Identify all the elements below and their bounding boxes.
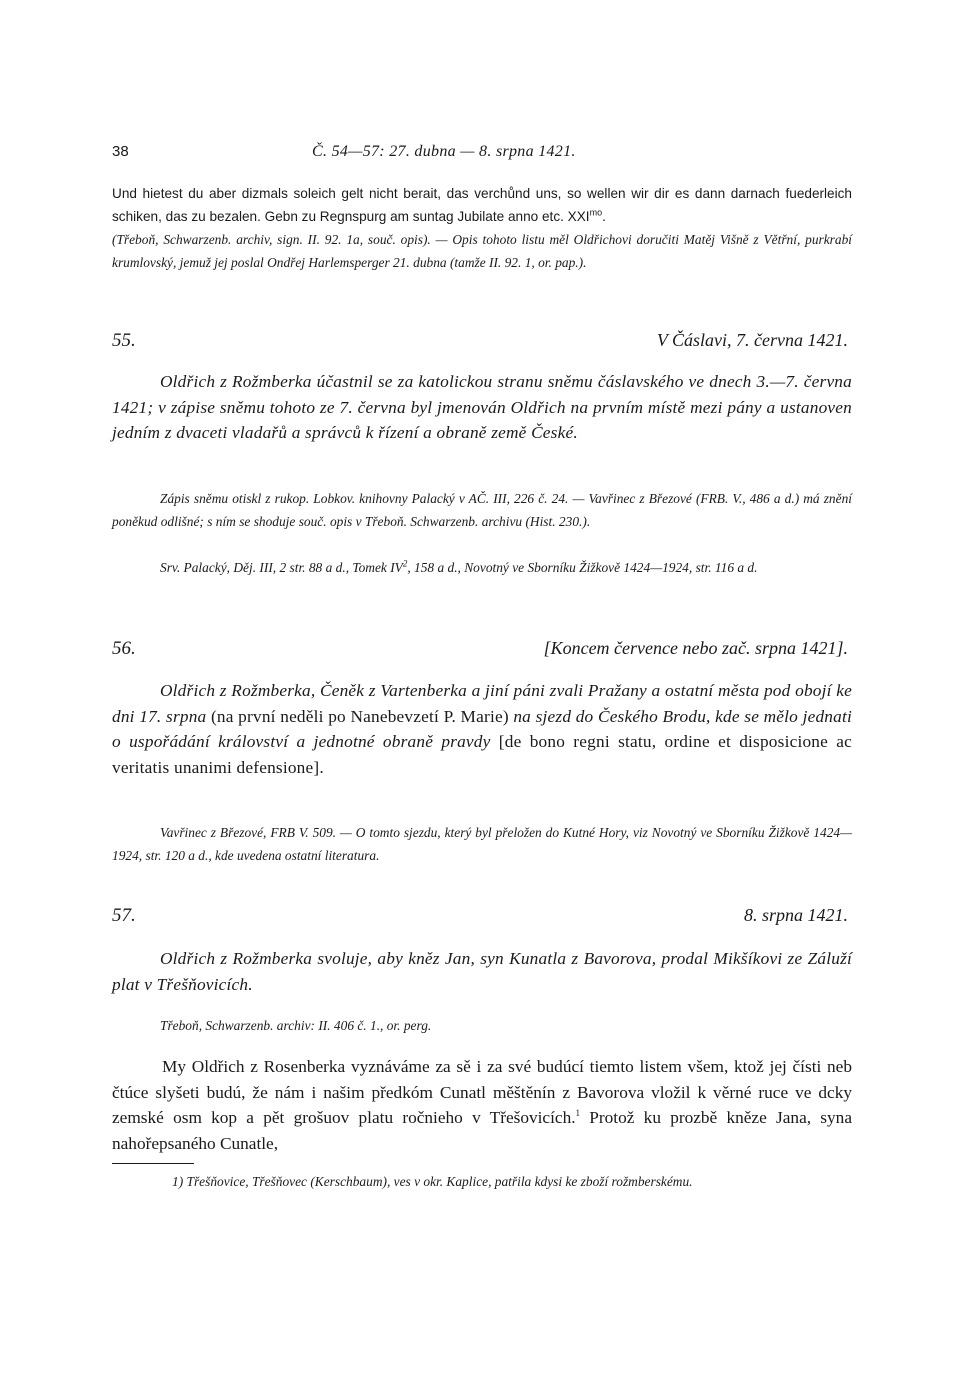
entry-57-regest: Oldřich z Rožmberka svoluje, aby kněz Jan, syn Kunatla z Bavorova, prodal Mikšíkovi ze Záluží plat v Třešňovicích. [112,949,852,994]
entry-57-header [112,905,852,931]
entry-57-source: Třeboň, Schwarzenb. archiv: II. 406 č. 1., or. perg. [160,1018,432,1033]
entry-56-header [112,638,852,664]
german-text: Und hietest du aber dizmals soleich gelt nicht berait, das verchůnd uns, so wellen wir dir es dann darnach fuederleich schiken, das zu bezalen. Gebn zu Regnspurg am suntag Jubilate anno etc. XXI [112,186,852,224]
entry-55-number: 55. [112,330,136,351]
entry-56-regest-d: [de bono regni statu, ordine et disposicione ac veritatis unanimi defensione]. [112,732,852,777]
entry-56-regest-c: na sjezd do Českého Brodu, kde se mělo jednati o uspořádání království a jednotné obraně pravdy [112,706,852,751]
footnote-marker: 1 [575,1108,581,1119]
footnote-rule [112,1163,194,1164]
continuation-text [112,182,852,228]
entry-56-regest-a: Oldřich z Rožmberka, Čeněk z Vartenberka a jiní páni zvali Pražany a ostatní města pod obojí ke dni 17. srpna [112,681,852,726]
running-head: Č. 54—57: 27. dubna — 8. srpna 1421. [312,143,576,160]
entry-55-ref-b: , 158 a d., Novotný ve Sborníku Žižkově 1424—1924, str. 116 a d. [407,560,758,575]
german-text-end: . [602,209,606,224]
entry-57-document-text [112,1054,852,1156]
entry-56-note: Vavřinec z Březové, FRB V. 509. — O tomto sjezdu, který byl přeložen do Kutné Hory, viz Novotný ve Sborníku Žižkově 1424—1924, str. 120 a d., kde uvedena ostatní literatura. [112,825,852,863]
entry-55-regest: Oldřich z Rožmberka účastnil se za katolickou stranu sněmu čáslavského ve dnech 3.—7. června 1421; v zápise sněmu tohoto ze 7. června byl jmenován Oldřich na prvním místě mezi pány a ustanoven jedním z dvaceti vladařů a správců k řízení a obraně země České. [112,372,852,442]
entry-57-text-a: My Oldřich z Rosenberka vyznáváme za sě i za své budúcí tiemto listem všem, ktož jej čísti neb čtúce slyšeti budú, že nám i našim předkóm Cunatl měštěnín z Bavorova vložil k věrné ruce ve dcky zemské osm kop a pět grošuov platu ročnieho v Třešovicích. [112,1057,852,1127]
entry-56-date: [Koncem července nebo zač. srpna 1421]. [543,638,848,658]
entry-55-references [112,556,852,579]
german-superscript: mo [589,207,603,218]
entry-55-header [112,330,852,356]
entry-55-ref-sup: 2 [402,558,408,569]
entry-55-date: V Čáslavi, 7. června 1421. [656,330,848,350]
entry-57-date: 8. srpna 1421. [743,905,848,925]
entry-56-number: 56. [112,638,136,659]
entry-55-note: Zápis sněmu otiskl z rukop. Lobkov. knihovny Palacký v AČ. III, 226 č. 24. — Vavřinec z Březové (FRB. V., 486 a d.) má znění poněkud odlišné; s ním se shoduje souč. opis v Třeboň. Schwarzenb. archivu (Hist. 230.). [112,491,852,529]
footnote: 1) Třešňovice, Třešňovec (Kerschbaum), ves v okr. Kaplice, patřila kdysi ke zboží rožmberskému. [172,1174,693,1189]
entry-57-text-b: Protož ku prozbě kněze Jana, syna nahořepsaného Cunatle, [112,1108,852,1153]
entry-55-ref-a: Srv. Palacký, Děj. III, 2 str. 88 a d., Tomek IV [160,560,403,575]
entry-56-regest [112,678,852,780]
entry-56-regest-b: (na první neděli po Nanebevzetí P. Marie) [210,706,509,726]
page-number: 38 [112,143,129,160]
page-header [112,143,852,165]
entry-57-number: 57. [112,905,136,926]
continuation-source-note: (Třeboň, Schwarzenb. archiv, sign. II. 92. 1a, souč. opis). — Opis tohoto listu měl Oldřichovi doručiti Matěj Višně z Větřní, purkrabí krumlovský, jemuž jej poslal Ondřej Harlemsperger 21. dubna (tamže II. 92. 1, or. pap.). [112,232,852,270]
